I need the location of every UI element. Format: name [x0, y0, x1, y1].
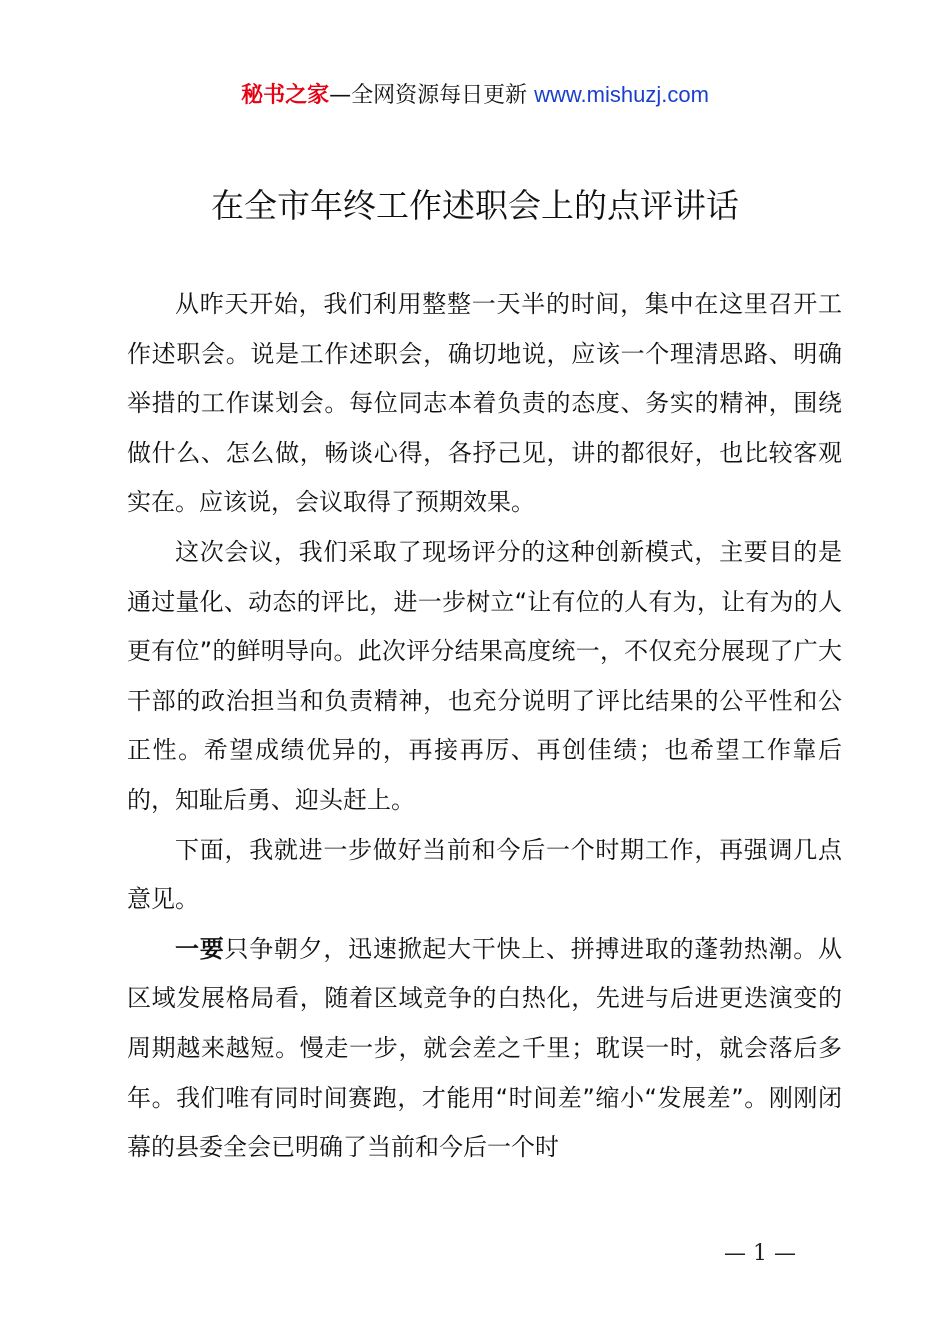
- paragraph-4-text: 只争朝夕，迅速掀起大干快上、拼搏进取的蓬勃热潮。从区域发展格局看，随着区域竞争的白热化，先进与后进更迭演变的周期越来越短。慢走一步，就会差之千里；耽误一时，就会落后多年。我们唯有同时间赛跑，才能用“时间差”缩小“发展差”。刚刚闭幕的县委全会已明确了当前和今后一个时: [127, 934, 843, 1162]
- site-header: [0, 78, 950, 113]
- paragraph-4-lead: 一要: [175, 934, 225, 963]
- paragraph-4: [127, 925, 842, 1173]
- paragraph-3: 下面，我就进一步做好当前和今后一个时期工作，再强调几点意见。: [127, 835, 842, 914]
- paragraph-2: 这次会议，我们采取了现场评分的这种创新模式，主要目的是通过量化、动态的评比，进一步树立“让有位的人有为，让有为的人更有位”的鲜明导向。此次评分结果高度统一，不仅充分展现了广大干部的政治担当和负责精神，也充分说明了评比结果的公平性和公正性。希望成绩优异的，再接再厉、再创佳绩；也希望工作靠后的，知耻后勇、迎头赶上。: [127, 537, 842, 814]
- site-url-link[interactable]: www.mishuzj.com: [534, 82, 709, 107]
- site-tagline: —全网资源每日更新: [329, 83, 528, 108]
- site-brand: 秘书之家: [241, 83, 330, 108]
- page-number: — 1 —: [724, 1241, 796, 1266]
- paragraph-1: 从昨天开始，我们利用整整一天半的时间，集中在这里召开工作述职会。说是工作述职会，确切地说，应该一个理清思路、明确举措的工作谋划会。每位同志本着负责的态度、务实的精神，围绕做什么、怎么做，畅谈心得，各抒己见，讲的都很好，也比较客观实在。应该说，会议取得了预期效果。: [127, 290, 842, 517]
- document-title: 在全市年终工作述职会上的点评讲话: [211, 186, 739, 225]
- document-body: [127, 280, 842, 1173]
